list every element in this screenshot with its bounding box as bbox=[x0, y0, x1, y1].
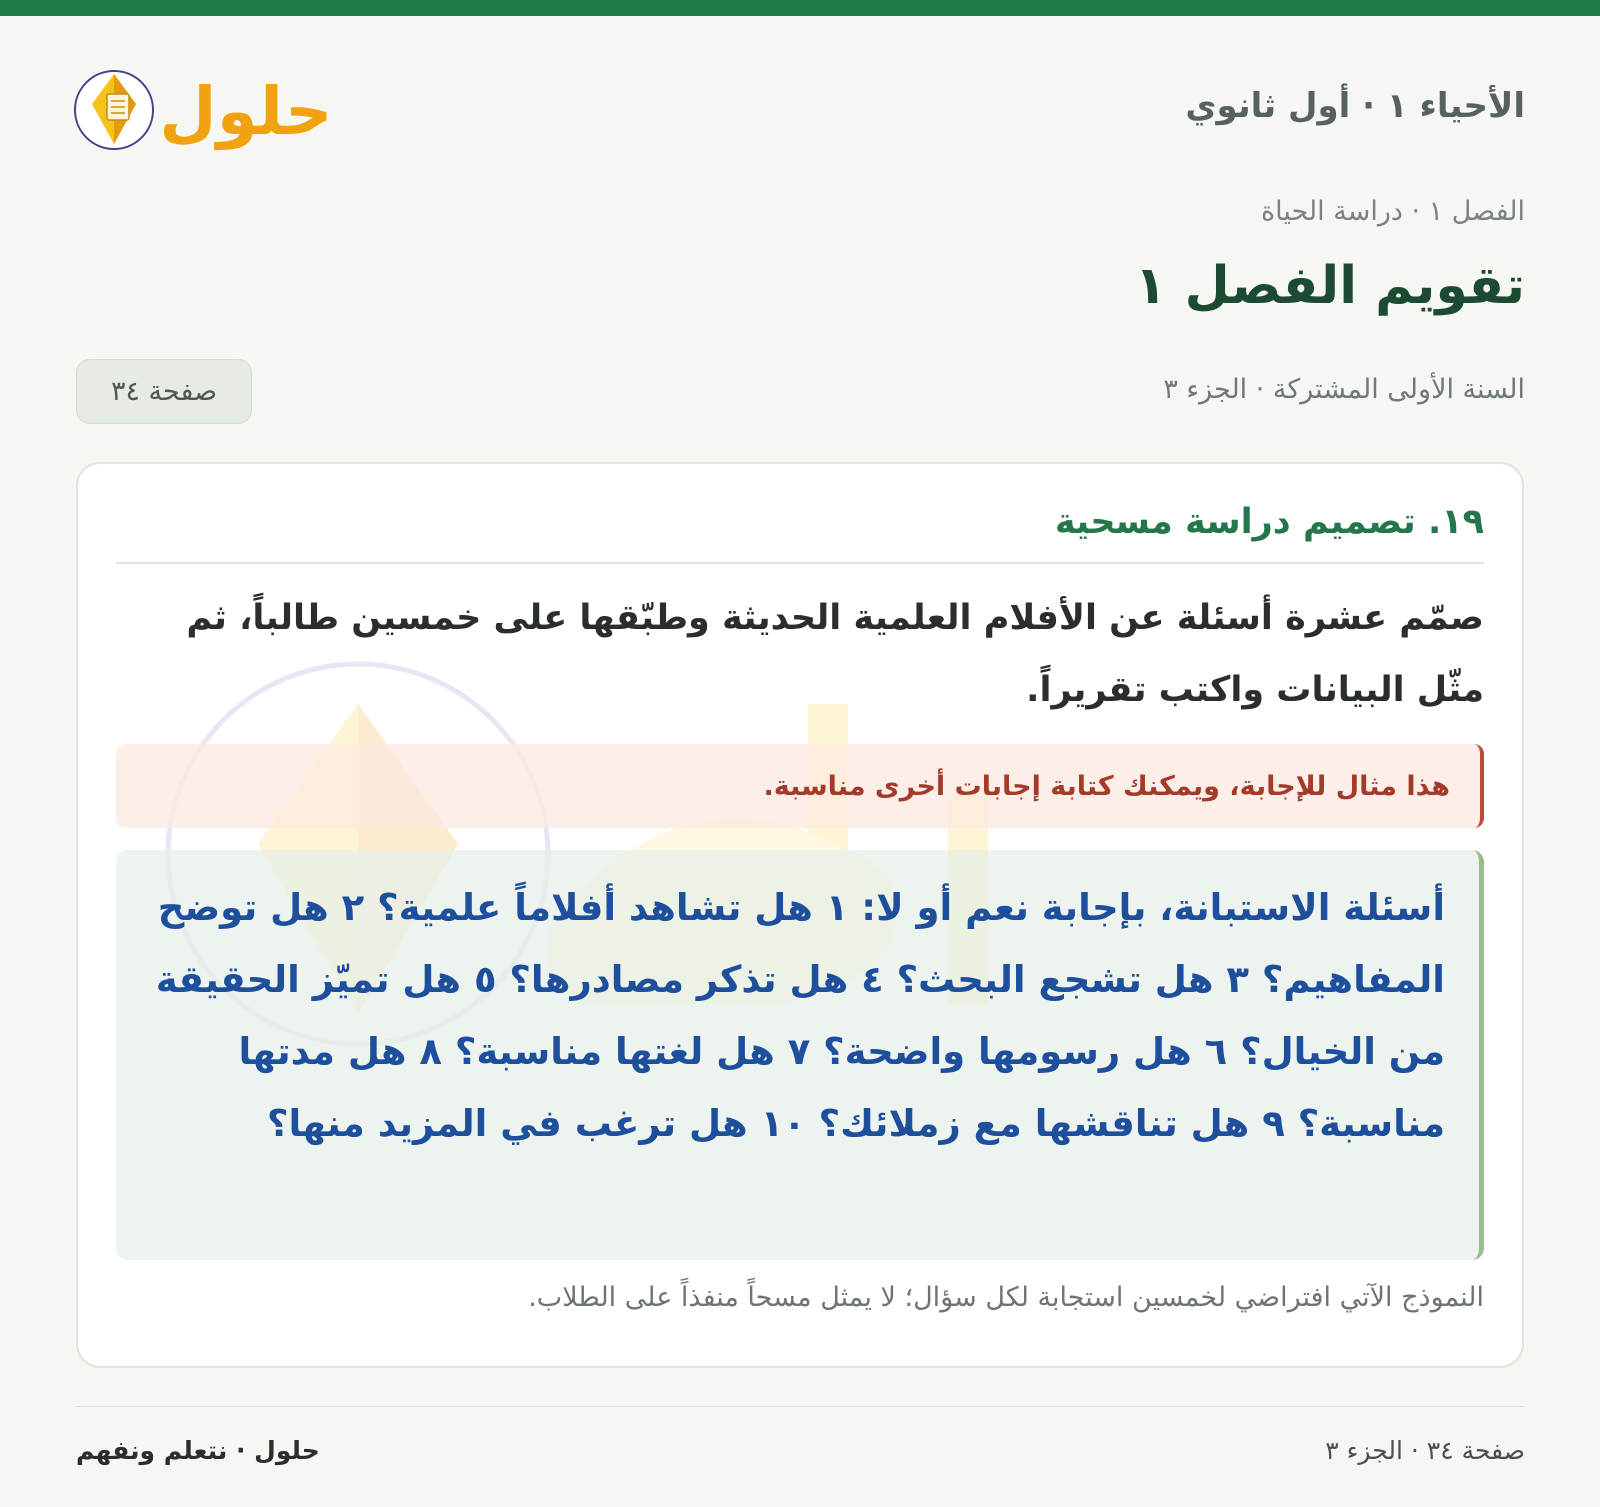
footer-tagline: حلول · نتعلم ونفهم bbox=[76, 1436, 320, 1465]
question-text: صمّم عشرة أسئلة عن الأفلام العلمية الحديثة وطبّقها على خمسين طالباً، ثم مثّل البيانات واكتب تقريراً. bbox=[186, 598, 1484, 710]
heading-divider bbox=[116, 562, 1484, 564]
question-heading: ١٩. تصميم دراسة مسحية bbox=[1054, 502, 1484, 542]
logo-text: حلول bbox=[159, 73, 333, 150]
footer-divider bbox=[76, 1406, 1524, 1407]
chapter-label: الفصل ١ · دراسة الحياة bbox=[1260, 196, 1525, 227]
page-number-badge: صفحة ٣٤ bbox=[76, 359, 252, 424]
answer-box bbox=[116, 850, 1484, 1260]
answer-text: أسئلة الاستبانة، بإجابة نعم أو لا: ١ هل تشاهد أفلاماً علمية؟ ٢ هل توضح المفاهيم؟ ٣ هل تشجع البحث؟ ٤ هل تذكر مصادرها؟ ٥ هل تميّز الحقيقة من الخيال؟ ٦ هل رسومها واضحة؟ ٧ هل لغتها مناسبة؟ ٨ هل مدتها مناسبة؟ ٩ هل تناقشها مع زملائك؟ ١٠ هل ترغب في المزيد منها؟ bbox=[155, 886, 1445, 1145]
answer-note-text: هذا مثال للإجابة، ويمكنك كتابة إجابات أخرى مناسبة. bbox=[763, 770, 1450, 802]
question-card bbox=[76, 462, 1524, 1368]
top-accent-bar bbox=[0, 0, 1600, 16]
subject-title: الأحياء ١ · أول ثانوي bbox=[1185, 86, 1525, 126]
book-meta: السنة الأولى المشتركة · الجزء ٣ bbox=[1163, 374, 1525, 405]
footer-page-info: صفحة ٣٤ · الجزء ٣ bbox=[1325, 1436, 1525, 1465]
footnote-text: النموذج الآتي افتراضي لخمسين استجابة لكل سؤال؛ لا يمثل مسحاً منفذاً على الطلاب. bbox=[528, 1282, 1484, 1313]
logo-graphic bbox=[74, 52, 334, 160]
brand-logo[interactable] bbox=[74, 52, 334, 160]
page-title: تقويم الفصل ١ bbox=[1134, 256, 1525, 316]
answer-note bbox=[116, 744, 1484, 828]
